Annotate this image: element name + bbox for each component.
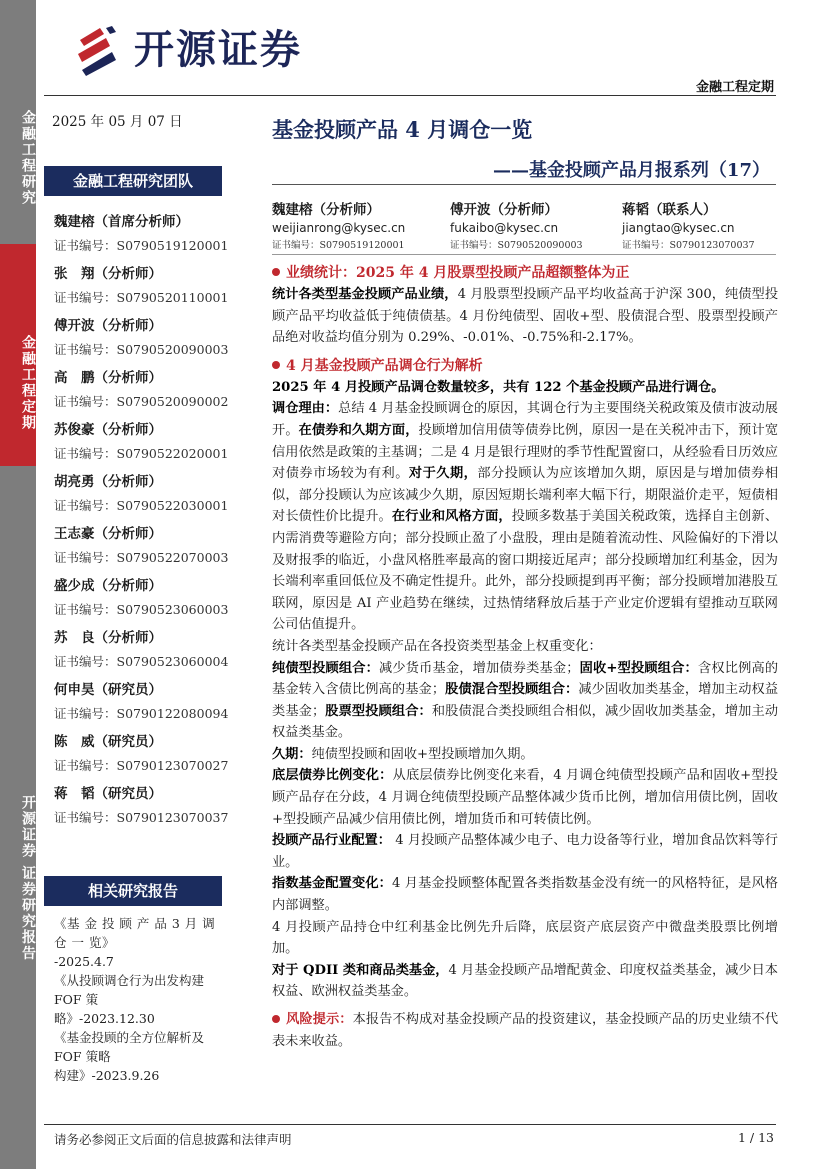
brand-logo <box>76 22 326 78</box>
industry-paragraph: 投顾产品行业配置： 4 月投顾产品整体减少电子、电力设备等行业，增加食品饮料等行业。 <box>272 833 778 870</box>
team-member <box>54 210 234 262</box>
author-name: 傅开波（分析师） <box>450 202 558 218</box>
team-member-name: 蒋 韬（研究员） <box>54 786 162 802</box>
report-date: 2025 年 05 月 07 日 <box>52 114 183 130</box>
bullet-icon <box>272 1015 280 1023</box>
duration-paragraph: 久期：纯债型投顾和固收+型投顾增加久期。 <box>272 746 534 762</box>
author-block <box>272 198 782 252</box>
weights-intro: 统计各类型基金投顾产品在各投资类型基金上权重变化： <box>272 638 602 654</box>
side-strip-top: 金融工程研究 <box>0 0 36 244</box>
team-member <box>54 366 234 418</box>
author-email[interactable]: jiangtao@kysec.cn <box>622 221 735 235</box>
team-member-name: 苏 良（分析师） <box>54 630 162 646</box>
related-line: -2025.4.7 <box>54 954 114 969</box>
team-member <box>54 730 234 782</box>
related-line[interactable]: 《基金投顾的全方位解析及 FOF 策略 <box>54 1030 205 1064</box>
base-bond-paragraph: 底层债券比例变化：从底层债券比例变化来看，4 月调仓纯债型投顾产品和固收+型投顾产品存在分歧，4 月调仓纯债型投顾产品整体减少货币比例，增加信用债比例，固收+型投顾产品减少信用债比例，增加货币和可转债比例。 <box>272 768 778 827</box>
related-reports <box>54 914 230 1085</box>
team-member-name: 胡亮勇（分析师） <box>54 474 162 490</box>
rebalance-reasons: 调仓理由：总结 4 月基金投顾调仓的原因，其调仓行为主要围绕关税政策及债市波动展开。在债券和久期方面，投顾增加信用债等债券比例，原因一是在关税冲击下，预计宽信用依然是政策的主基调；二是 4 月是银行理财的季节性配置窗口，从经验看日历效应对债券市场较为有利。对于久期，部分投顾认为应该增加久期，原因是与增加债券相似，部分投顾认为应该减少久期，原因短期长端利率大幅下行，期限溢价走平，短债相对长债性价比提升。在行业和风格方面，投顾多数基于美国关税政策，选择自主创新、内需消费等避险方向；部分投顾止盈了小盘股，理由是随着流动性、风险偏好的下滑以及财报季的临近，小盘风格胜率最高的窗口期接近尾声；部分投顾增加红利基金，因为长端利率重回低位及不确定性提升。此外，部分投顾提到再平衡；部分投顾增加港股互联网，原因是 AI 产业趋势在继续，过热情绪释放后基于产业定价逻辑有望推动互联网公司估值提升。 <box>272 401 779 633</box>
team-member <box>54 470 234 522</box>
author-cert: 证书编号：S0790123070037 <box>622 240 755 251</box>
author-cert: 证书编号：S0790519120001 <box>272 240 405 251</box>
team-member <box>54 418 234 470</box>
footer-disclaimer: 请务必参阅正文后面的信息披露和法律声明 <box>54 1132 292 1147</box>
team-member <box>54 262 234 314</box>
dividend-paragraph: 4 月投顾产品持仓中红利基金比例先升后降，底层资产底层资产中微盘类股票比例增加。 <box>272 919 778 957</box>
risk-paragraph: 风险提示：本报告不构成对基金投顾产品的投资建议，基金投顾产品的历史业绩不代表未来收益。 <box>272 1012 779 1049</box>
qdii-paragraph: 对于 QDII 类和商品类基金，4 月基金投顾产品增配黄金、印度权益类基金，减少日本权益、欧洲权益类基金。 <box>272 962 778 1000</box>
team-member-cert: 证书编号：S0790520090003 <box>54 342 229 357</box>
team-member <box>54 574 234 626</box>
team-member-cert: 证书编号：S0790520110001 <box>54 290 229 305</box>
footer-rule <box>44 1124 776 1125</box>
team-member <box>54 522 234 574</box>
side-strip-middle: 金融工程定期 <box>0 244 36 466</box>
author-email[interactable]: weijianrong@kysec.cn <box>272 221 406 235</box>
bullet-icon <box>272 361 280 369</box>
section-heading-rebalance: 4 月基金投顾产品调仓行为解析 <box>272 355 778 375</box>
logo-mark-icon <box>76 26 132 76</box>
author-rule <box>272 254 776 255</box>
team-member-name: 王志豪（分析师） <box>54 526 162 542</box>
rebalance-lead: 2025 年 4 月投顾产品调仓数量较多，共有 122 个基金投顾产品进行调仓。 <box>272 379 725 395</box>
report-body <box>272 262 778 1052</box>
team-member-cert: 证书编号：S0790122080094 <box>54 706 229 721</box>
author <box>272 198 405 251</box>
team-member-cert: 证书编号：S0790123070037 <box>54 810 229 825</box>
team-member-cert: 证书编号：S0790522070003 <box>54 550 229 565</box>
report-title: 基金投顾产品 4 月调仓一览 <box>272 117 533 142</box>
team-member-name: 魏建榕（首席分析师） <box>54 214 189 230</box>
team-member-cert: 证书编号：S0790522020001 <box>54 446 229 461</box>
team-member-name: 苏俊豪（分析师） <box>54 422 162 438</box>
performance-paragraph: 统计各类型基金投顾产品业绩，4 月股票型投顾产品平均收益高于沪深 300，纯债型投顾产品平均收益低于纯债债基。4 月份纯债型、固收+型、股债混合型、股票型投顾产品绝对收益均值分别为 0.29%、-0.01%、-0.75%和-2.17%。 <box>272 287 779 346</box>
team-member-cert: 证书编号：S0790523060003 <box>54 602 229 617</box>
section-heading-performance: 业绩统计：2025 年 4 月股票型投顾产品超额整体为正 <box>272 262 778 282</box>
title-rule <box>272 184 776 185</box>
author-name: 蒋韬（联系人） <box>622 202 717 218</box>
report-subtitle: ——基金投顾产品月报系列（17） <box>492 160 770 181</box>
team-heading: 金融工程研究团队 <box>44 166 222 196</box>
team-member-name: 张 翔（分析师） <box>54 266 162 282</box>
author-cert: 证书编号：S0790520090003 <box>450 240 583 251</box>
related-heading: 相关研究报告 <box>44 876 222 906</box>
team-member <box>54 782 234 834</box>
author <box>622 198 755 251</box>
team-member-cert: 证书编号：S0790522030001 <box>54 498 229 513</box>
team-member <box>54 626 234 678</box>
team-member-name: 何申昊（研究员） <box>54 682 162 698</box>
related-line[interactable]: 《基 金 投 顾 产 品 3 月 调 仓 一 览》 <box>54 916 216 950</box>
page-number: 1 / 13 <box>737 1130 774 1145</box>
team-member-name: 陈 威（研究员） <box>54 734 162 750</box>
team-member-name: 傅开波（分析师） <box>54 318 162 334</box>
team-member-cert: 证书编号：S0790519120001 <box>54 238 229 253</box>
bullet-icon <box>272 268 280 276</box>
brand-name: 开源证券 <box>134 27 302 73</box>
team-member-cert: 证书编号：S0790520090002 <box>54 394 229 409</box>
team-member-name: 高 鹏（分析师） <box>54 370 162 386</box>
index-fund-paragraph: 指数基金配置变化：4 月基金投顾整体配置各类指数基金没有统一的风格特征，是风格内部调整。 <box>272 876 778 914</box>
team-member-cert: 证书编号：S0790523060004 <box>54 654 229 669</box>
author <box>450 198 583 251</box>
team-member <box>54 314 234 366</box>
team-member-name: 盛少成（分析师） <box>54 578 162 594</box>
author-email[interactable]: fukaibo@kysec.cn <box>450 221 559 235</box>
side-strip-bottom: 开源证券 证券研究报告 <box>0 466 36 1169</box>
team-member-cert: 证书编号：S0790123070027 <box>54 758 229 773</box>
header-category: 金融工程定期 <box>695 80 774 95</box>
header-rule <box>44 95 776 96</box>
weights-paragraph: 纯债型投顾组合：减少货币基金，增加债券类基金；固收+型投顾组合：含权比例高的基金转入含债比例高的基金；股债混合型投顾组合：减少固收加类基金，增加主动权益类基金；股票型投顾组合：和股债混合类投顾组合相似，减少固收加类基金，增加主动权益类基金。 <box>272 660 779 741</box>
team-list <box>54 210 234 834</box>
related-line: 略》-2023.12.30 <box>54 1011 155 1026</box>
related-line[interactable]: 《从投顾调仓行为出发构建 FOF 策 <box>54 973 205 1007</box>
author-name: 魏建榕（分析师） <box>272 202 380 218</box>
related-line: 构建》-2023.9.26 <box>54 1068 160 1083</box>
team-member <box>54 678 234 730</box>
